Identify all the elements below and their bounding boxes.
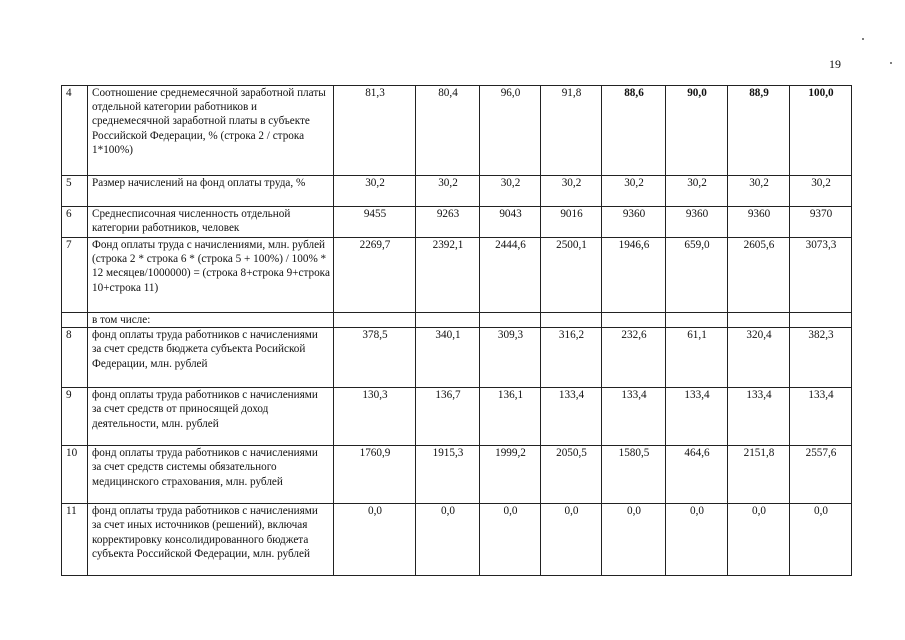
page-number: 19 <box>829 57 841 71</box>
row-description: фонд оплаты труда работников с начислениями за счет средств бюджета субъекта Росийской Федерации, млн. рублей <box>88 328 334 388</box>
row-number <box>62 313 88 328</box>
row-number: 6 <box>62 207 88 238</box>
value-cell: 3073,3 <box>790 238 852 313</box>
value-cell: 91,8 <box>541 86 602 176</box>
value-cell <box>541 313 602 328</box>
row-number: 10 <box>62 446 88 504</box>
value-cell: 464,6 <box>666 446 728 504</box>
value-cell: 382,3 <box>790 328 852 388</box>
data-table <box>61 85 852 576</box>
value-cell: 96,0 <box>480 86 541 176</box>
value-cell: 88,6 <box>602 86 666 176</box>
table-row <box>62 504 852 576</box>
value-cell <box>334 313 416 328</box>
value-cell: 9360 <box>666 207 728 238</box>
row-description: фонд оплаты труда работников с начислениями за счет средств от приносящей доход деятельности, млн. рублей <box>88 388 334 446</box>
value-cell: 133,4 <box>666 388 728 446</box>
value-cell: 320,4 <box>728 328 790 388</box>
row-description: Среднесписочная численность отдельной категории работников, человек <box>88 207 334 238</box>
value-cell: 2444,6 <box>480 238 541 313</box>
table-row <box>62 446 852 504</box>
value-cell: 30,2 <box>666 176 728 207</box>
value-cell: 1999,2 <box>480 446 541 504</box>
value-cell: 2557,6 <box>790 446 852 504</box>
value-cell: 100,0 <box>790 86 852 176</box>
value-cell: 90,0 <box>666 86 728 176</box>
value-cell: 0,0 <box>480 504 541 576</box>
value-cell: 0,0 <box>334 504 416 576</box>
value-cell <box>728 313 790 328</box>
value-cell: 1946,6 <box>602 238 666 313</box>
value-cell <box>602 313 666 328</box>
row-description: Размер начислений на фонд оплаты труда, % <box>88 176 334 207</box>
value-cell: 232,6 <box>602 328 666 388</box>
value-cell: 9263 <box>416 207 480 238</box>
row-number: 9 <box>62 388 88 446</box>
value-cell <box>416 313 480 328</box>
value-cell: 80,4 <box>416 86 480 176</box>
value-cell: 0,0 <box>728 504 790 576</box>
value-cell: 1580,5 <box>602 446 666 504</box>
scan-speck <box>890 62 892 64</box>
value-cell: 0,0 <box>602 504 666 576</box>
value-cell: 133,4 <box>602 388 666 446</box>
row-description: фонд оплаты труда работников с начислениями за счет иных источников (решений), включая корректировку консолидированного бюджета субъекта Российской Федерации, млн. рублей <box>88 504 334 576</box>
table-row <box>62 238 852 313</box>
value-cell: 0,0 <box>416 504 480 576</box>
value-cell: 0,0 <box>790 504 852 576</box>
table-row <box>62 176 852 207</box>
row-description: фонд оплаты труда работников с начислениями за счет средств системы обязательного медицинского страхования, млн. рублей <box>88 446 334 504</box>
value-cell: 1760,9 <box>334 446 416 504</box>
row-number: 8 <box>62 328 88 388</box>
value-cell: 133,4 <box>728 388 790 446</box>
value-cell: 30,2 <box>602 176 666 207</box>
row-number: 4 <box>62 86 88 176</box>
value-cell: 1915,3 <box>416 446 480 504</box>
table-row <box>62 328 852 388</box>
value-cell: 30,2 <box>416 176 480 207</box>
value-cell: 659,0 <box>666 238 728 313</box>
value-cell: 2269,7 <box>334 238 416 313</box>
row-description: Соотношение среднемесячной заработной платы отдельной категории работников и среднемесячной заработной платы в субъекте Российской Федерации, % (строка 2 / строка 1*100%) <box>88 86 334 176</box>
value-cell: 0,0 <box>666 504 728 576</box>
row-number: 11 <box>62 504 88 576</box>
value-cell: 136,7 <box>416 388 480 446</box>
scan-speck <box>862 38 864 40</box>
value-cell: 2605,6 <box>728 238 790 313</box>
value-cell: 9043 <box>480 207 541 238</box>
value-cell: 378,5 <box>334 328 416 388</box>
value-cell: 2500,1 <box>541 238 602 313</box>
table-row <box>62 388 852 446</box>
value-cell: 9360 <box>602 207 666 238</box>
value-cell: 9455 <box>334 207 416 238</box>
value-cell <box>790 313 852 328</box>
row-number: 7 <box>62 238 88 313</box>
row-number: 5 <box>62 176 88 207</box>
value-cell: 30,2 <box>790 176 852 207</box>
value-cell: 30,2 <box>480 176 541 207</box>
value-cell: 9360 <box>728 207 790 238</box>
row-description: Фонд оплаты труда с начислениями, млн. рублей (строка 2 * строка 6 * (строка 5 + 100%) / 100% * 12 месяцев/1000000) = (строка 8+строка 9+строка 10+строка 11) <box>88 238 334 313</box>
value-cell: 30,2 <box>728 176 790 207</box>
value-cell: 30,2 <box>541 176 602 207</box>
value-cell: 316,2 <box>541 328 602 388</box>
table-row <box>62 207 852 238</box>
table-row <box>62 86 852 176</box>
table-row <box>62 313 852 328</box>
value-cell <box>480 313 541 328</box>
value-cell: 2151,8 <box>728 446 790 504</box>
value-cell: 81,3 <box>334 86 416 176</box>
value-cell <box>666 313 728 328</box>
value-cell: 88,9 <box>728 86 790 176</box>
row-description: в том числе: <box>88 313 334 328</box>
value-cell: 309,3 <box>480 328 541 388</box>
value-cell: 136,1 <box>480 388 541 446</box>
value-cell: 2392,1 <box>416 238 480 313</box>
value-cell: 133,4 <box>541 388 602 446</box>
value-cell: 2050,5 <box>541 446 602 504</box>
value-cell: 130,3 <box>334 388 416 446</box>
value-cell: 340,1 <box>416 328 480 388</box>
value-cell: 9370 <box>790 207 852 238</box>
value-cell: 30,2 <box>334 176 416 207</box>
value-cell: 9016 <box>541 207 602 238</box>
value-cell: 133,4 <box>790 388 852 446</box>
value-cell: 61,1 <box>666 328 728 388</box>
value-cell: 0,0 <box>541 504 602 576</box>
